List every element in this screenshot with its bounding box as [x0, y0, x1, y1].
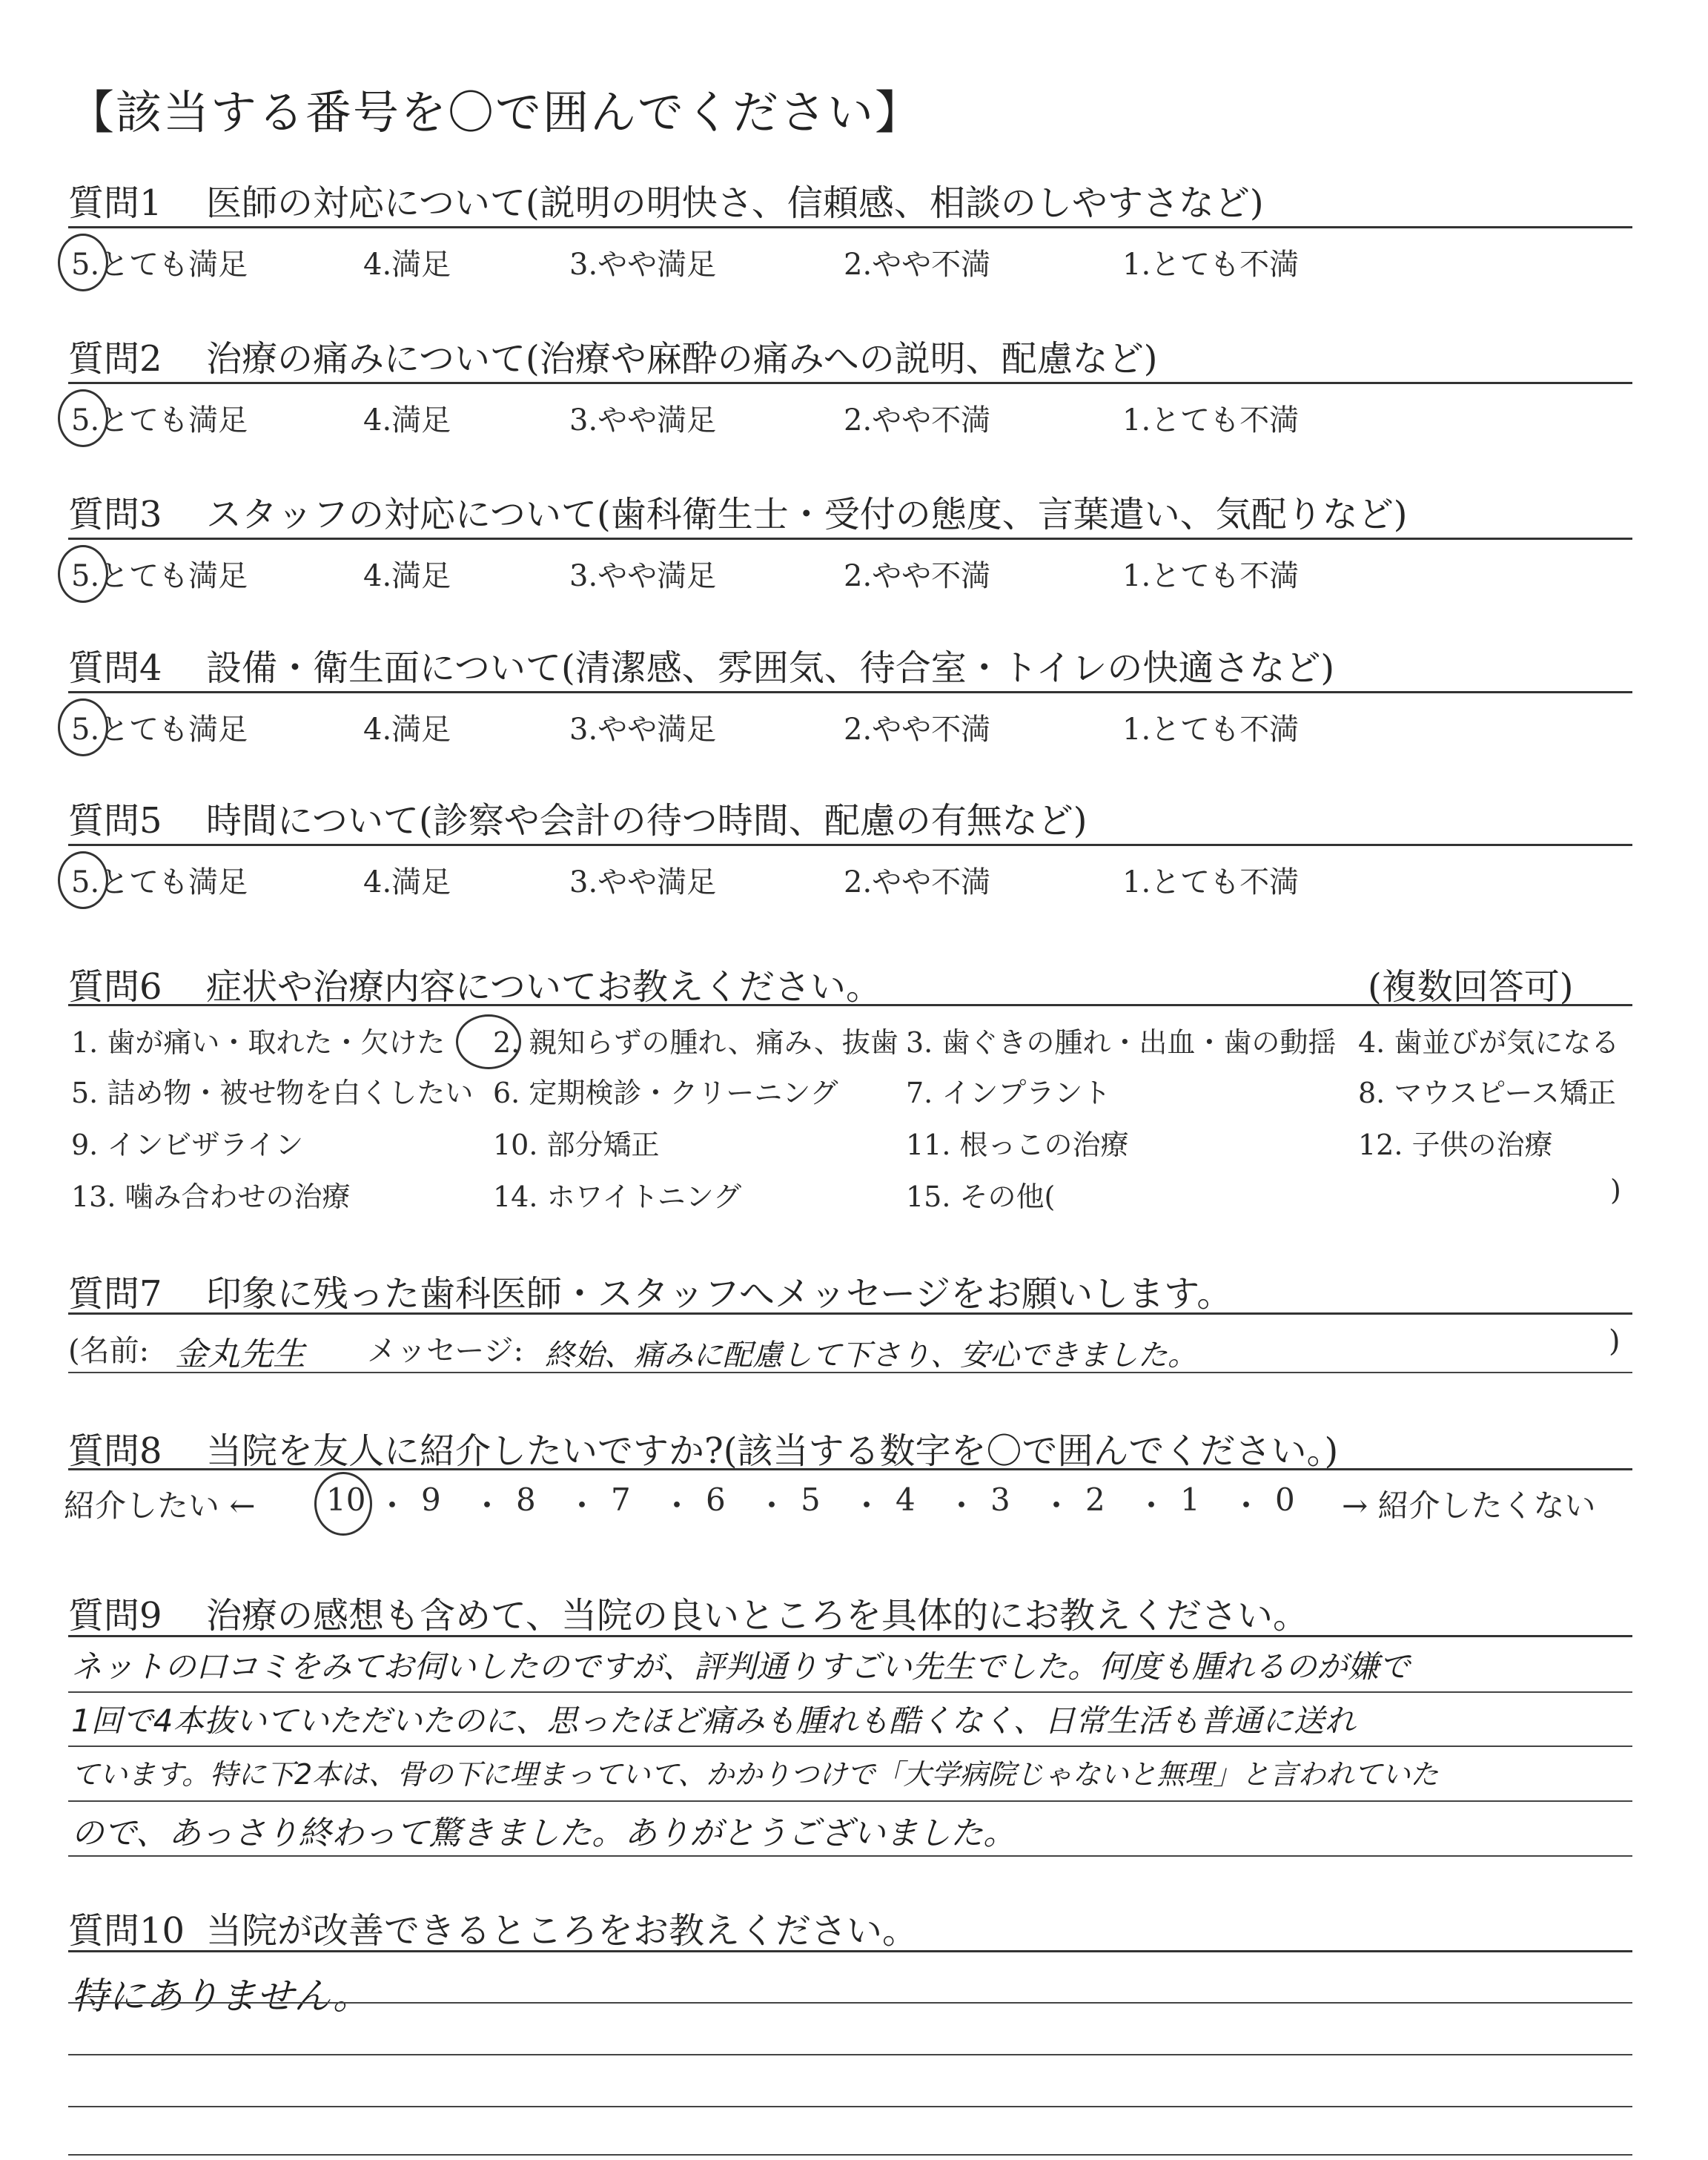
- option-label: とても不満: [1151, 713, 1300, 747]
- option-label: やや満足: [598, 865, 717, 899]
- q10-answer-line-3: [68, 2106, 1632, 2107]
- q9-answer-line-2[interactable]: 1回で4本抜いていただいたのに、思ったほど痛みも腫れも酷くなく、日常生活も普通に送れ: [71, 1702, 1356, 1739]
- q8-scale-separator: ・: [661, 1487, 693, 1524]
- q8-scale-0[interactable]: 0: [1275, 1482, 1295, 1518]
- q8-scale-separator: ・: [851, 1487, 883, 1524]
- q9-writing-line-4: [68, 1855, 1632, 1857]
- option-number: 5.: [71, 713, 100, 747]
- option-label: とても満足: [99, 403, 248, 437]
- option-number: 3.: [569, 865, 598, 899]
- q8-text: 当院を友人に紹介したいですか?(該当する数字を〇で囲んでください。): [206, 1430, 1339, 1472]
- q8-selection-circle[interactable]: [314, 1472, 372, 1536]
- q5-option-1[interactable]: [1122, 859, 1299, 901]
- option-number: 5.: [71, 403, 100, 437]
- option-number: 1.: [1122, 713, 1151, 747]
- q3-heading: [68, 486, 1408, 537]
- q1-selection-circle[interactable]: [58, 234, 108, 291]
- q8-scale-separator: ・: [756, 1487, 788, 1524]
- q6-option-12[interactable]: 12. 子供の治療: [1358, 1129, 1553, 1161]
- q3-option-2[interactable]: [844, 552, 990, 595]
- q4-option-3[interactable]: [569, 706, 716, 748]
- q2-option-1[interactable]: [1122, 397, 1299, 439]
- q2-option-3[interactable]: [569, 397, 716, 439]
- option-label: やや不満: [872, 559, 991, 593]
- q1-heading: [68, 174, 1264, 225]
- q7-name-value[interactable]: 金丸先生: [175, 1335, 305, 1373]
- q3-option-3[interactable]: [569, 552, 716, 595]
- q5-option-3[interactable]: [569, 859, 716, 901]
- q10-answer-line-1: [68, 2002, 1632, 2004]
- option-number: 4.: [363, 865, 392, 899]
- q4-text: 設備・衛生面について(清潔感、雰囲気、待合室・トイレの快適さなど): [206, 647, 1335, 689]
- q3-option-1[interactable]: [1122, 552, 1299, 595]
- q1-text: 医師の対応について(説明の明快さ、信頼感、相談のしやすさなど): [206, 182, 1264, 224]
- q3-rule: [68, 538, 1632, 540]
- q4-selection-circle[interactable]: [58, 698, 108, 756]
- q4-option-1[interactable]: [1122, 706, 1299, 748]
- option-number: 2.: [844, 559, 873, 593]
- q6-option-10[interactable]: 10. 部分矯正: [493, 1129, 660, 1161]
- q5-heading: [68, 792, 1088, 843]
- option-label: とても満足: [99, 713, 248, 747]
- q8-heading: [68, 1422, 1338, 1473]
- q8-scale-8[interactable]: 8: [516, 1482, 536, 1518]
- option-number: 2.: [844, 713, 873, 747]
- q1-option-2[interactable]: [844, 241, 990, 283]
- q8-scale-4[interactable]: 4: [896, 1482, 916, 1518]
- q8-number: 質問8: [68, 1430, 162, 1472]
- q10-text: 当院が改善できるところをお教えください。: [206, 1910, 918, 1952]
- q6-text: 症状や治療内容についてお教えください。: [206, 966, 882, 1008]
- q5-option-2[interactable]: [844, 859, 990, 901]
- option-number: 1.: [1122, 248, 1151, 282]
- option-label: 満足: [391, 248, 451, 282]
- q10-answer-line-2: [68, 2054, 1632, 2055]
- q8-scale-separator: ・: [1136, 1487, 1168, 1524]
- q9-answer-line-1[interactable]: ネットの口コミをみてお伺いしたのですが、評判通りすごい先生でした。何度も腫れるのが嫌で: [71, 1648, 1411, 1685]
- q9-heading: [68, 1587, 1308, 1638]
- q2-selection-circle[interactable]: [58, 389, 108, 447]
- q10-rule: [68, 1950, 1632, 1952]
- q8-right-label: → 紹介したくない: [1342, 1487, 1596, 1524]
- q8-scale-separator: ・: [471, 1487, 503, 1524]
- q6-heading: [68, 958, 881, 1009]
- q7-answer-rule: [68, 1372, 1632, 1373]
- q3-option-4[interactable]: [363, 552, 451, 595]
- q6-option-7[interactable]: 7. インプラント: [906, 1077, 1111, 1109]
- option-number: 4.: [363, 559, 392, 593]
- q6-option-6[interactable]: 6. 定期検診・クリーニング: [493, 1077, 838, 1109]
- q5-number: 質問5: [68, 800, 162, 842]
- q6-option-3[interactable]: 3. 歯ぐきの腫れ・出血・歯の動揺: [906, 1026, 1337, 1059]
- option-number: 5.: [71, 865, 100, 899]
- q6-option-4[interactable]: 4. 歯並びが気になる: [1358, 1026, 1620, 1059]
- q8-left-label: 紹介したい ←: [64, 1487, 256, 1524]
- option-label: やや満足: [598, 403, 717, 437]
- q6-option-2[interactable]: 2. 親知らずの腫れ、痛み、抜歯: [493, 1026, 898, 1059]
- q6-number: 質問6: [68, 966, 162, 1008]
- q7-close-paren: ): [1609, 1324, 1621, 1358]
- q7-message-value[interactable]: 終始、痛みに配慮して下さり、安心できました。: [545, 1338, 1197, 1373]
- q5-selection-circle[interactable]: [58, 851, 108, 909]
- option-number: 4.: [363, 248, 392, 282]
- option-number: 4.: [363, 403, 392, 437]
- q1-option-1[interactable]: [1122, 241, 1299, 283]
- option-label: とても不満: [1151, 865, 1300, 899]
- q5-text: 時間について(診察や会計の待つ時間、配慮の有無など): [206, 800, 1088, 842]
- option-number: 3.: [569, 403, 598, 437]
- option-number: 2.: [844, 865, 873, 899]
- option-number: 5.: [71, 248, 100, 282]
- q9-answer-line-3[interactable]: ています。特に下2本は、骨の下に埋まっていて、かかりつけで「大学病院じゃないと無理」と言われていた: [71, 1758, 1439, 1791]
- q2-number: 質問2: [68, 338, 162, 380]
- q1-rule: [68, 226, 1632, 228]
- option-label: やや不満: [872, 865, 991, 899]
- option-label: とても満足: [99, 559, 248, 593]
- q4-number: 質問4: [68, 647, 162, 689]
- q10-answer-line-4: [68, 2154, 1632, 2156]
- q9-writing-line-3: [68, 1800, 1632, 1802]
- option-label: とても満足: [99, 865, 248, 899]
- option-number: 1.: [1122, 559, 1151, 593]
- q8-scale-3[interactable]: 3: [990, 1482, 1010, 1518]
- q6-option-15[interactable]: 15. その他(: [906, 1180, 1056, 1213]
- q6-option-1[interactable]: 1. 歯が痛い・取れた・欠けた: [71, 1026, 446, 1059]
- q1-number: 質問1: [68, 182, 162, 224]
- q4-rule: [68, 691, 1632, 693]
- q7-text: 印象に残った歯科医師・スタッフへメッセージをお願いします。: [206, 1273, 1233, 1315]
- q4-option-4[interactable]: [363, 706, 451, 748]
- option-label: とても不満: [1151, 559, 1300, 593]
- option-label: 満足: [391, 559, 451, 593]
- option-number: 3.: [569, 713, 598, 747]
- q3-selection-circle[interactable]: [58, 545, 108, 603]
- q6-option-11[interactable]: 11. 根っこの治療: [906, 1129, 1129, 1161]
- option-number: 3.: [569, 248, 598, 282]
- q8-scale-1[interactable]: 1: [1180, 1482, 1200, 1518]
- q9-writing-line-2: [68, 1745, 1632, 1747]
- q8-scale-separator: ・: [377, 1487, 408, 1524]
- option-label: とても不満: [1151, 248, 1300, 282]
- option-number: 2.: [844, 403, 873, 437]
- q9-text: 治療の感想も含めて、当院の良いところを具体的にお教えください。: [206, 1595, 1309, 1636]
- option-number: 3.: [569, 559, 598, 593]
- q9-number: 質問9: [68, 1595, 162, 1636]
- option-label: 満足: [391, 713, 451, 747]
- q5-rule: [68, 844, 1632, 846]
- q6-option-16: ): [1610, 1174, 1621, 1206]
- q6-selection-circle[interactable]: [456, 1014, 521, 1069]
- q8-scale-6[interactable]: 6: [706, 1482, 726, 1518]
- option-label: やや満足: [598, 248, 717, 282]
- q8-scale-10[interactable]: 10: [326, 1482, 366, 1518]
- q4-option-2[interactable]: [844, 706, 990, 748]
- instruction-title: 【該当する番号を〇で囲んでください】: [68, 85, 923, 139]
- option-number: 5.: [71, 559, 100, 593]
- q6-option-13[interactable]: 13. 噛み合わせの治療: [71, 1180, 351, 1213]
- q2-text: 治療の痛みについて(治療や麻酔の痛みへの説明、配慮など): [206, 338, 1158, 380]
- q8-scale-separator: ・: [566, 1487, 598, 1524]
- q10-number: 質問10: [68, 1910, 185, 1952]
- option-number: 1.: [1122, 403, 1151, 437]
- q9-rule: [68, 1635, 1632, 1637]
- option-label: やや不満: [872, 713, 991, 747]
- q8-scale-separator: ・: [1041, 1487, 1073, 1524]
- q3-text: スタッフの対応について(歯科衛生士・受付の態度、言葉遣い、気配りなど): [206, 494, 1408, 535]
- q8-scale-separator: ・: [946, 1487, 978, 1524]
- option-label: 満足: [391, 865, 451, 899]
- option-number: 4.: [363, 713, 392, 747]
- q6-option-14[interactable]: 14. ホワイトニング: [493, 1180, 742, 1213]
- option-label: やや不満: [872, 248, 991, 282]
- option-label: 満足: [391, 403, 451, 437]
- q8-scale-5[interactable]: 5: [801, 1482, 821, 1518]
- q9-answer-line-4[interactable]: ので、あっさり終わって驚きました。ありがとうございました。: [71, 1814, 1016, 1852]
- option-label: やや満足: [598, 559, 717, 593]
- q8-scale-separator: ・: [1231, 1487, 1262, 1524]
- option-label: やや満足: [598, 713, 717, 747]
- q9-writing-line-1: [68, 1691, 1632, 1693]
- q2-rule: [68, 382, 1632, 384]
- option-number: 2.: [844, 248, 873, 282]
- q7-rule: [68, 1312, 1632, 1315]
- q6-option-8[interactable]: 8. マウスピース矯正: [1358, 1077, 1616, 1109]
- q1-option-3[interactable]: [569, 241, 716, 283]
- q2-option-4[interactable]: [363, 397, 451, 439]
- q5-option-4[interactable]: [363, 859, 451, 901]
- option-label: とても不満: [1151, 403, 1300, 437]
- option-label: やや不満: [872, 403, 991, 437]
- q7-number: 質問7: [68, 1273, 162, 1315]
- q7-name-label: (名前:: [68, 1334, 150, 1368]
- q8-rule: [68, 1468, 1632, 1470]
- q7-heading: [68, 1265, 1232, 1316]
- q6-option-5[interactable]: 5. 詰め物・被せ物を白くしたい: [71, 1077, 474, 1109]
- q8-scale-9[interactable]: 9: [421, 1482, 441, 1518]
- q8-scale-2[interactable]: 2: [1085, 1482, 1105, 1518]
- q1-option-4[interactable]: [363, 241, 451, 283]
- q2-option-2[interactable]: [844, 397, 990, 439]
- option-label: とても満足: [99, 248, 248, 282]
- q10-heading: [68, 1902, 918, 1953]
- q6-note: (複数回答可): [1368, 966, 1574, 1008]
- q8-scale-7[interactable]: 7: [611, 1482, 631, 1518]
- q3-number: 質問3: [68, 494, 162, 535]
- q4-heading: [68, 639, 1334, 690]
- q10-answer[interactable]: 特にありません。: [71, 1975, 370, 2018]
- option-number: 1.: [1122, 865, 1151, 899]
- q7-message-label: メッセージ:: [367, 1334, 524, 1368]
- q6-rule: [68, 1004, 1632, 1006]
- q6-option-9[interactable]: 9. インビザライン: [71, 1129, 304, 1161]
- q2-heading: [68, 330, 1158, 381]
